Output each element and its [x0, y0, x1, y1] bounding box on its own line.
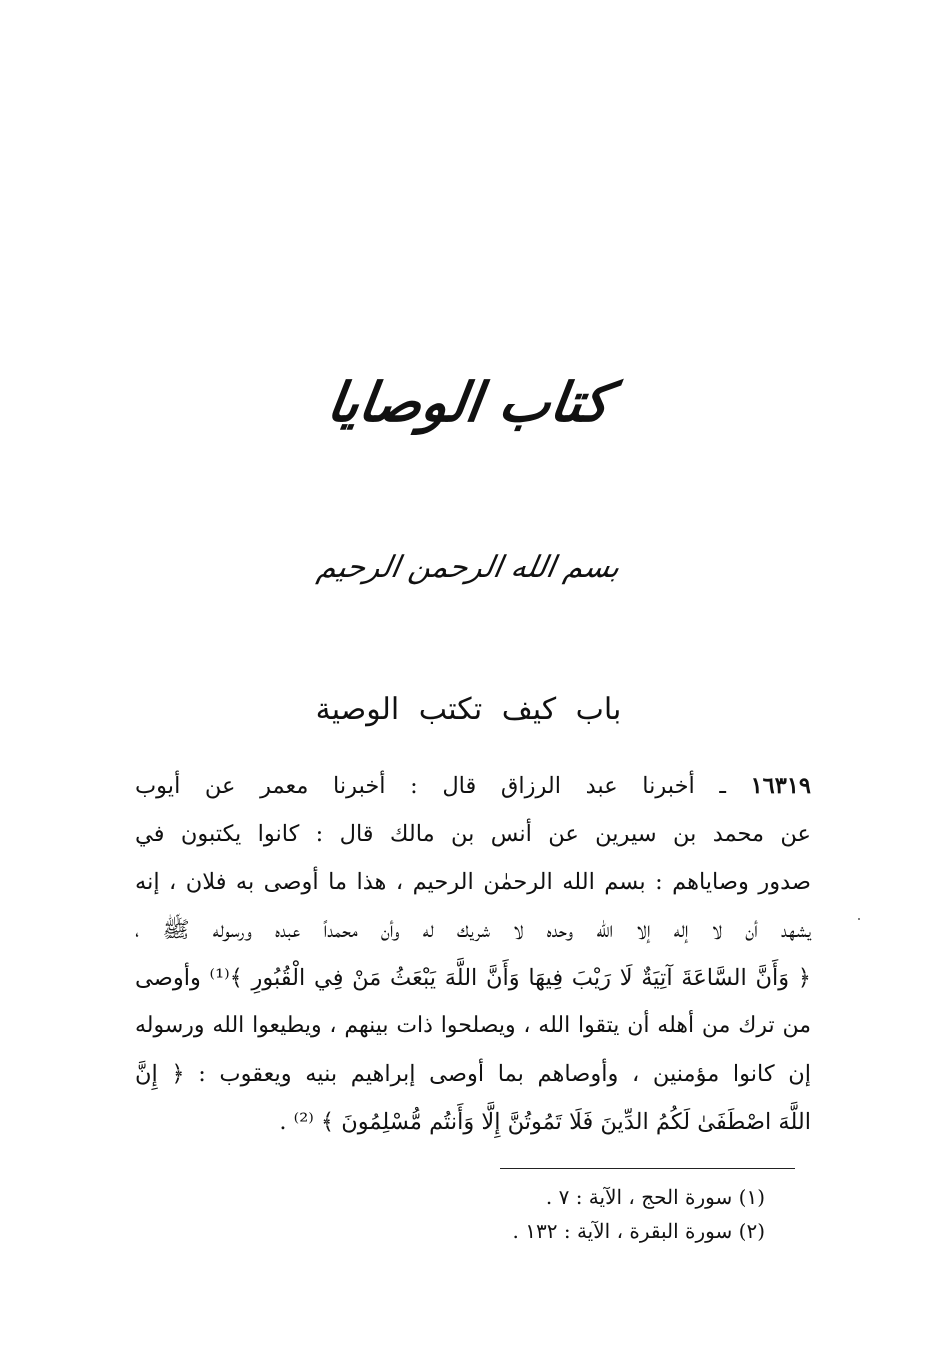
hadith-number: ١٦٣١٩ — [750, 773, 811, 799]
hadith-line-1: ١٦٣١٩ ـ أخبرنا عبد الرزاق قال : أخبرنا معمر عن أيوب — [135, 773, 811, 799]
hadith-text — [135, 762, 811, 1146]
margin-dot — [858, 918, 860, 920]
footnote-1: (١) سورة الحج ، الآية : ٧ . — [545, 1185, 765, 1209]
basmala: بسم الله الرحمن الرحيم — [314, 550, 623, 585]
hadith-line-2: عن محمد بن سيرين عن أنس بن مالك قال : كانوا يكتبون في — [135, 821, 811, 847]
footnote-2: (٢) سورة البقرة ، الآية : ١٣٢ . — [512, 1219, 765, 1243]
hadith-line-6: من ترك من أهله أن يتقوا الله ، ويصلحوا ذات بينهم ، ويطيعوا الله ورسوله — [135, 1013, 811, 1038]
book-title: كتاب الوصايا — [323, 370, 614, 434]
hadith-line-4: يشهد أن لا إله إلا الله وحده لا شريك له وأن محمداً عبده ورسوله ﷺ ، — [135, 917, 811, 943]
footnote-divider — [500, 1168, 795, 1169]
chapter-title: باب كيف تكتب الوصية — [315, 692, 622, 727]
hadith-line-8: اللَّهَ اصْطَفَىٰ لَكُمُ الدِّينَ فَلَا تَمُوتُنَّ إِلَّا وَأَنتُم مُّسْلِمُونَ ﴾ ⁽²⁾ . — [279, 1109, 811, 1135]
hadith-line-5: ﴿ وَأَنَّ السَّاعَةَ آتِيَةٌ لَا رَيْبَ فِيهَا وَأَنَّ اللَّهَ يَبْعَثُ مَنْ فِي الْقُبُورِ ﴾⁽¹⁾ وأوصى — [135, 965, 811, 991]
hadith-line-7: إن كانوا مؤمنين ، وأوصاهم بما أوصى إبراهيم بنيه ويعقوب : ﴿ إِنَّ — [135, 1061, 811, 1087]
footnotes — [440, 1180, 765, 1248]
hadith-line-3: صدور وصاياهم : بسم الله الرحمٰن الرحيم ، هذا ما أوصى به فلان ، إنه — [135, 869, 811, 895]
